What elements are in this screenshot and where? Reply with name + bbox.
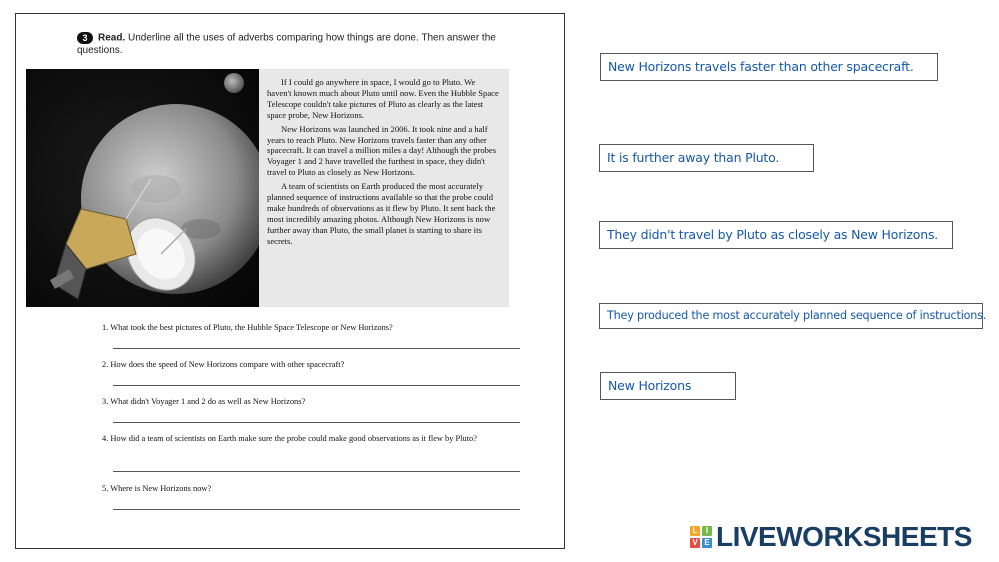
- question-3: [102, 396, 522, 408]
- question-text: 2. How does the speed of New Horizons compare with other spacecraft?: [102, 360, 345, 369]
- answer-line: [113, 471, 520, 472]
- passage-paragraph-1: If I could go anywhere in space, I would go to Pluto. We haven't known much about Pluto until now. Even the Hubble Space Telescope couldn't take pictures of Pluto as clearly as the latest space probe, New Horizons.: [267, 77, 499, 120]
- pluto-probe-illustration: [26, 69, 259, 307]
- logo-letter: V: [690, 538, 700, 548]
- question-text: 4. How did a team of scientists on Earth make sure the probe could make good observations as it flew by Pluto?: [102, 434, 477, 443]
- space-probe-photo: [26, 69, 259, 307]
- reading-passage: [259, 69, 509, 307]
- question-text: 3. What didn't Voyager 1 and 2 do as well as New Horizons?: [102, 397, 306, 406]
- answer-option-4[interactable]: They produced the most accurately planned sequence of instructions.: [599, 303, 983, 329]
- question-text: 1. What took the best pictures of Pluto, the Hubble Space Telescope or New Horizons?: [102, 323, 393, 332]
- instruction: [77, 32, 517, 57]
- answer-line: [113, 509, 520, 510]
- instruction-bold: Read.: [98, 32, 126, 44]
- answer-option-1[interactable]: New Horizons travels faster than other spacecraft.: [600, 53, 938, 81]
- answer-option-2[interactable]: It is further away than Pluto.: [599, 144, 814, 172]
- answer-line: [113, 422, 520, 423]
- liveworksheets-logo[interactable]: [690, 520, 972, 554]
- answer-line: [113, 385, 520, 386]
- question-4: [102, 433, 522, 445]
- logo-letter: I: [702, 526, 712, 536]
- worksheet-page: [15, 13, 565, 549]
- passage-paragraph-3: A team of scientists on Earth produced the most accurately planned sequence of instructions available so that the probe could make hundreds of observations as it flew by Pluto. It sent back the most incredibly amazing photos. Although New Horizons is now further away than Pluto, the small planet is starting to share its secrets.: [267, 181, 496, 246]
- instruction-text: Underline all the uses of adverbs comparing how things are done. Then answer the questions.: [77, 32, 496, 56]
- task-number-badge: 3: [77, 32, 93, 44]
- logo-text: LIVEWORKSHEETS: [716, 521, 972, 552]
- charon-moon: [224, 73, 244, 93]
- answer-line: [113, 348, 520, 349]
- answer-option-5[interactable]: New Horizons: [600, 372, 736, 400]
- logo-letter: E: [702, 538, 712, 548]
- logo-letter: L: [690, 526, 700, 536]
- question-5: [102, 483, 522, 495]
- passage-paragraph-2: New Horizons was launched in 2006. It took nine and a half years to reach Pluto. New Horizons travels faster than any other spacecraft. It can travel a million miles a day! Although the probes Voyager 1 and 2 have travelled the furthest in space, they didn't travel to Pluto as closely as New Horizons.: [267, 123, 497, 178]
- question-text: 5. Where is New Horizons now?: [102, 484, 212, 493]
- question-2: [102, 359, 522, 371]
- answer-option-3[interactable]: They didn't travel by Pluto as closely as New Horizons.: [599, 221, 953, 249]
- logo-mark-icon: [690, 526, 712, 548]
- question-1: [102, 322, 522, 334]
